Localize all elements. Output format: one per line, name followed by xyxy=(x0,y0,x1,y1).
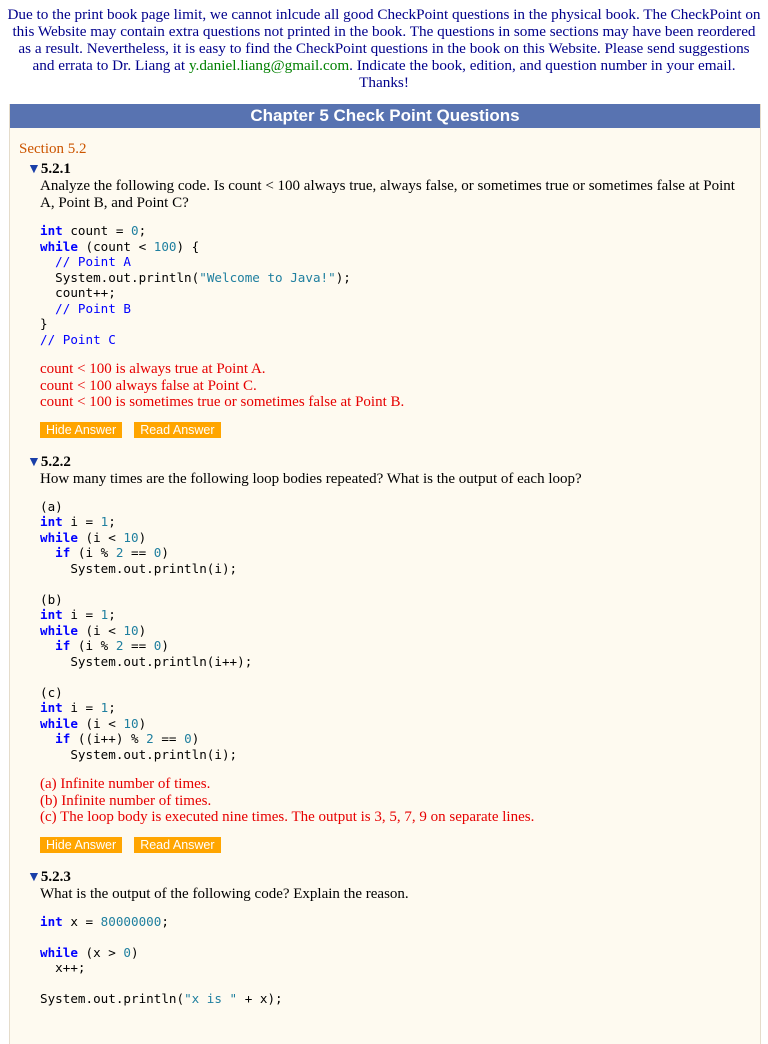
code-text: (i < xyxy=(77,529,124,545)
code-comment: // Point A xyxy=(40,254,131,269)
answer-buttons xyxy=(40,421,760,437)
code-text: (x > xyxy=(77,944,124,960)
code-text: count++; xyxy=(40,285,116,300)
question-text: What is the output of the following code? Explain the reason. xyxy=(40,885,409,902)
code-comment: // Point C xyxy=(40,331,116,347)
notice-text: Due to the print book page limit, we cannot inlcude all good CheckPoint questions in the physical book. The CheckPoint on this Website may contain extra questions not printed in the book. The questions in some sections may have been reordered as a result. Nevertheless, it is easy to find the CheckPoint questions in the book on this Website. Please send suggestions and errata to Dr. Liang at xyxy=(7,6,761,74)
code-keyword: while xyxy=(40,715,78,731)
code-keyword: if xyxy=(55,731,71,746)
code-text: == xyxy=(123,545,154,560)
triangle-down-icon[interactable]: ▼ xyxy=(27,869,41,885)
code-number: 0 xyxy=(131,223,139,238)
code-number: 1 xyxy=(100,700,109,715)
code-text: i = xyxy=(62,700,101,715)
code-keyword: while xyxy=(40,944,78,960)
code-keyword: int xyxy=(40,223,63,238)
code-keyword: int xyxy=(40,607,63,622)
question-text: How many times are the following loop bodies repeated? What is the output of each loop? xyxy=(40,470,582,487)
site-notice xyxy=(0,0,768,91)
code-text: System.out.println(i); xyxy=(40,560,238,576)
question-toggle[interactable] xyxy=(27,454,760,471)
code-text: (i % xyxy=(70,545,116,560)
code-text: ; xyxy=(161,913,169,929)
code-number: 2 xyxy=(146,731,154,746)
code-keyword: while xyxy=(40,238,78,254)
code-comment: // Point B xyxy=(40,300,131,316)
code-text: x++; xyxy=(40,960,86,975)
question-5-2-2 xyxy=(27,454,760,852)
code-text: (i % xyxy=(70,638,116,653)
code-number: 80000000 xyxy=(100,913,162,929)
code-number: 0 xyxy=(153,545,162,560)
answer-text xyxy=(40,776,760,826)
read-answer-button[interactable]: Read Answer xyxy=(134,422,220,438)
hide-answer-button[interactable]: Hide Answer xyxy=(40,837,122,853)
code-keyword: int xyxy=(40,913,63,929)
answer-line: count < 100 is always true at Point A. xyxy=(40,361,266,377)
question-toggle[interactable] xyxy=(27,161,760,178)
code-keyword: while xyxy=(40,529,78,545)
question-5-2-3 xyxy=(27,869,760,1007)
code-keyword: while xyxy=(40,622,78,638)
code-text: System.out.println(i); xyxy=(40,746,238,762)
code-number: 0 xyxy=(153,638,162,653)
answer-line: (b) Infinite number of times. xyxy=(40,792,212,809)
code-number: 2 xyxy=(115,638,124,653)
answer-buttons xyxy=(40,836,760,852)
code-text: ((i++) % xyxy=(70,731,147,746)
code-text: ) xyxy=(131,944,139,960)
answer-text xyxy=(40,361,760,411)
code-text: x = xyxy=(62,913,101,929)
code-text: count = xyxy=(62,223,131,238)
read-answer-button[interactable]: Read Answer xyxy=(134,837,220,853)
triangle-down-icon[interactable]: ▼ xyxy=(27,454,41,470)
code-text: ) xyxy=(161,545,169,560)
question-5-2-1 xyxy=(27,161,760,437)
code-text: (b) xyxy=(40,591,63,607)
section-title[interactable]: Section 5.2 xyxy=(19,141,87,157)
code-string: "Welcome to Java!" xyxy=(199,269,336,285)
answer-line: count < 100 always false at Point C. xyxy=(40,377,257,394)
code-text: ) xyxy=(138,529,147,545)
code-text: ) xyxy=(161,638,169,653)
code-text: (i < xyxy=(77,715,124,731)
question-number: 5.2.2 xyxy=(40,453,71,470)
hide-answer-button[interactable]: Hide Answer xyxy=(40,422,122,438)
code-text: System.out.println( xyxy=(40,269,200,285)
code-string: "x is " xyxy=(184,991,238,1006)
code-text: == xyxy=(123,638,154,653)
code-number: 1 xyxy=(100,607,109,622)
triangle-down-icon[interactable]: ▼ xyxy=(27,162,41,177)
code-number: 2 xyxy=(115,545,124,560)
code-text: System.out.println(i++); xyxy=(40,653,253,669)
code-text: } xyxy=(40,316,48,331)
code-text: (c) xyxy=(40,684,63,700)
code-number: 10 xyxy=(123,715,139,731)
code-text: ) xyxy=(138,622,147,638)
notice-text-end: . Indicate the book, edition, and question number in your email. Thanks! xyxy=(349,57,736,91)
code-number: 0 xyxy=(184,731,192,746)
code-text: + x); xyxy=(237,991,283,1006)
chapter-title-bar: Chapter 5 Check Point Questions xyxy=(10,104,760,128)
code-block xyxy=(40,499,760,763)
code-text: (a) xyxy=(40,498,63,514)
code-number: 100 xyxy=(153,238,177,254)
code-text: ; xyxy=(108,514,116,529)
code-text: ; xyxy=(138,223,147,238)
code-block xyxy=(40,914,760,1007)
code-number: 1 xyxy=(100,514,109,529)
code-number: 10 xyxy=(123,622,139,638)
code-text: i = xyxy=(62,607,101,622)
code-text: i = xyxy=(62,514,101,529)
contact-email-link[interactable]: y.daniel.liang@gmail.com xyxy=(188,57,350,74)
code-text: ; xyxy=(108,700,116,715)
question-text: Analyze the following code. Is count < 100 always true, always false, or sometimes true or sometimes false at Point A, Point B, and Point C? xyxy=(40,178,735,211)
code-text: System.out.println( xyxy=(40,991,185,1006)
code-keyword: if xyxy=(55,638,71,653)
code-number: 0 xyxy=(123,944,132,960)
code-text: ) { xyxy=(176,238,200,254)
code-text: (count < xyxy=(77,238,154,254)
question-number: 5.2.1 xyxy=(40,161,71,177)
code-text: ; xyxy=(108,607,116,622)
code-text: ); xyxy=(335,269,351,285)
question-toggle[interactable] xyxy=(27,869,760,886)
code-block xyxy=(40,223,760,347)
code-keyword: int xyxy=(40,700,63,715)
answer-line: count < 100 is sometimes true or sometimes false at Point B. xyxy=(40,394,405,410)
code-number: 10 xyxy=(123,529,139,545)
answer-line: (c) The loop body is executed nine times. The output is 3, 5, 7, 9 on separate lines. xyxy=(40,809,535,825)
question-number: 5.2.3 xyxy=(40,868,71,885)
code-keyword: int xyxy=(40,514,63,529)
code-text: ) xyxy=(191,731,200,746)
code-text: ) xyxy=(138,715,147,731)
answer-line: (a) Infinite number of times. xyxy=(40,776,211,792)
checkpoint-panel xyxy=(9,104,761,1044)
code-keyword: if xyxy=(55,545,71,560)
code-text: == xyxy=(153,731,185,746)
code-text: (i < xyxy=(77,622,124,638)
